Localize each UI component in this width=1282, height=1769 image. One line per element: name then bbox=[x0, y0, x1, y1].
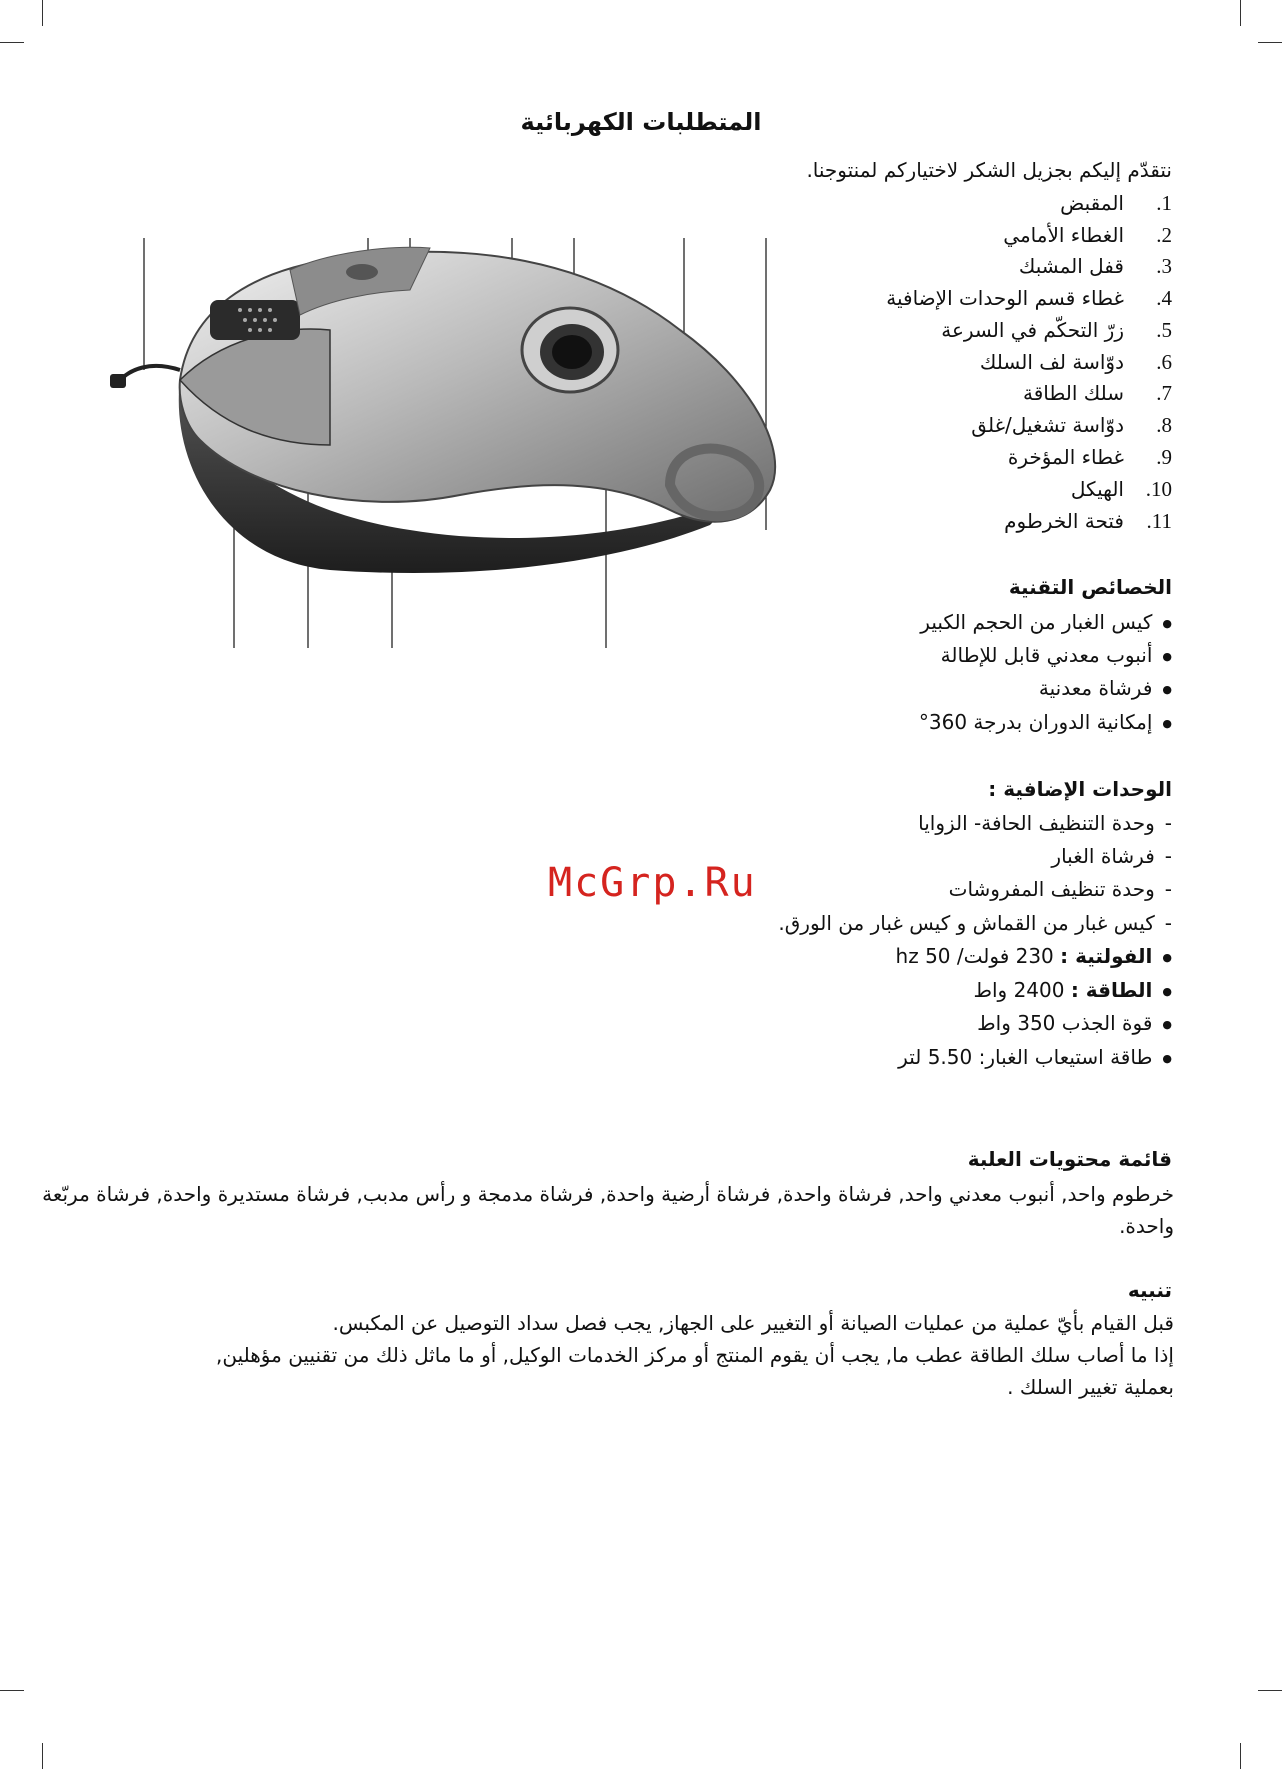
list-item: ● إمكانية الدوران بدرجة 360° bbox=[919, 710, 1172, 734]
list-item: 4. غطاء قسم الوحدات الإضافية bbox=[886, 286, 1172, 310]
warning-line: إذا ما أصاب سلك الطاقة عطب ما, يجب أن يقوم المنتج أو مركز الخدمات الوكيل, أو ما ماثل ذلك من تقنيين مؤهلين, bbox=[216, 1343, 1174, 1367]
vacuum-cleaner-illustration bbox=[110, 230, 800, 650]
contents-text: خرطوم واحد, أنبوب معدني واحد, فرشاة واحدة, فرشاة أرضية واحدة, فرشاة مدمجة و رأس مدبب, فرشاة مستديرة واحدة, فرشاة مربّعة واحدة. bbox=[42, 1182, 1174, 1238]
list-item: 9. غطاء المؤخرة bbox=[1007, 445, 1172, 469]
intro-text: نتقدّم إليكم بجزيل الشكر لاختياركم لمنتوجنا. bbox=[806, 158, 1172, 182]
list-item: 8. دوّاسة تشغيل/غلق bbox=[971, 413, 1172, 437]
list-item: ● فرشاة معدنية bbox=[1039, 676, 1172, 700]
features-heading: الخصائص التقنية bbox=[1008, 575, 1172, 599]
list-item: 2. الغطاء الأمامي bbox=[1003, 223, 1172, 247]
spec-suction: ● قوة الجذب 350 واط bbox=[977, 1011, 1172, 1035]
list-item: 10. الهيكل bbox=[1070, 477, 1172, 501]
list-item: ● أنبوب معدني قابل للإطالة bbox=[941, 643, 1172, 667]
crop-mark bbox=[42, 1743, 43, 1769]
list-item: 3. قفل المشبك bbox=[1018, 254, 1172, 278]
crop-mark bbox=[1240, 1743, 1241, 1769]
accessories-heading: الوحدات الإضافية : bbox=[988, 777, 1172, 801]
page-title: المتطلبات الكهربائية bbox=[520, 108, 762, 136]
list-item: 7. سلك الطاقة bbox=[1022, 381, 1172, 405]
list-item: - فرشاة الغبار bbox=[1051, 844, 1172, 868]
contents-heading: قائمة محتويات العلبة bbox=[967, 1147, 1172, 1171]
spec-voltage: ● الفولتية : 230 فولت/ 50 hz bbox=[896, 944, 1172, 968]
list-item: 5. زرّ التحكّم في السرعة bbox=[941, 318, 1172, 342]
list-item: - وحدة تنظيف المفروشات bbox=[949, 877, 1172, 901]
list-item: - وحدة التنظيف الحافة- الزوايا bbox=[918, 811, 1172, 835]
crop-mark bbox=[42, 0, 43, 26]
list-item: ● كيس الغبار من الحجم الكبير bbox=[920, 610, 1172, 634]
spec-power: ● الطاقة : 2400 واط bbox=[974, 978, 1173, 1002]
crop-mark bbox=[1258, 1690, 1282, 1691]
warning-heading: تنبيه bbox=[1127, 1278, 1172, 1302]
crop-mark bbox=[1258, 42, 1282, 43]
list-item: 1. المقبض bbox=[1060, 191, 1172, 215]
watermark: McGrp.Ru bbox=[548, 860, 757, 906]
crop-mark bbox=[0, 1690, 24, 1691]
list-item: 11. فتحة الخرطوم bbox=[1004, 509, 1172, 533]
warning-line: بعملية تغيير السلك . bbox=[1007, 1375, 1174, 1399]
crop-mark bbox=[0, 42, 24, 43]
list-item: 6. دوّاسة لف السلك bbox=[979, 350, 1172, 374]
crop-mark bbox=[1240, 0, 1241, 26]
warning-line: قبل القيام بأيّ عملية من عمليات الصيانة أو التغيير على الجهاز, يجب فصل سداد التوصيل عن المكبس. bbox=[332, 1311, 1174, 1335]
list-item: - كيس غبار من القماش و كيس غبار من الورق. bbox=[778, 911, 1172, 935]
spec-dust-capacity: ● طاقة استيعاب الغبار: 5.50 لتر bbox=[898, 1045, 1172, 1069]
